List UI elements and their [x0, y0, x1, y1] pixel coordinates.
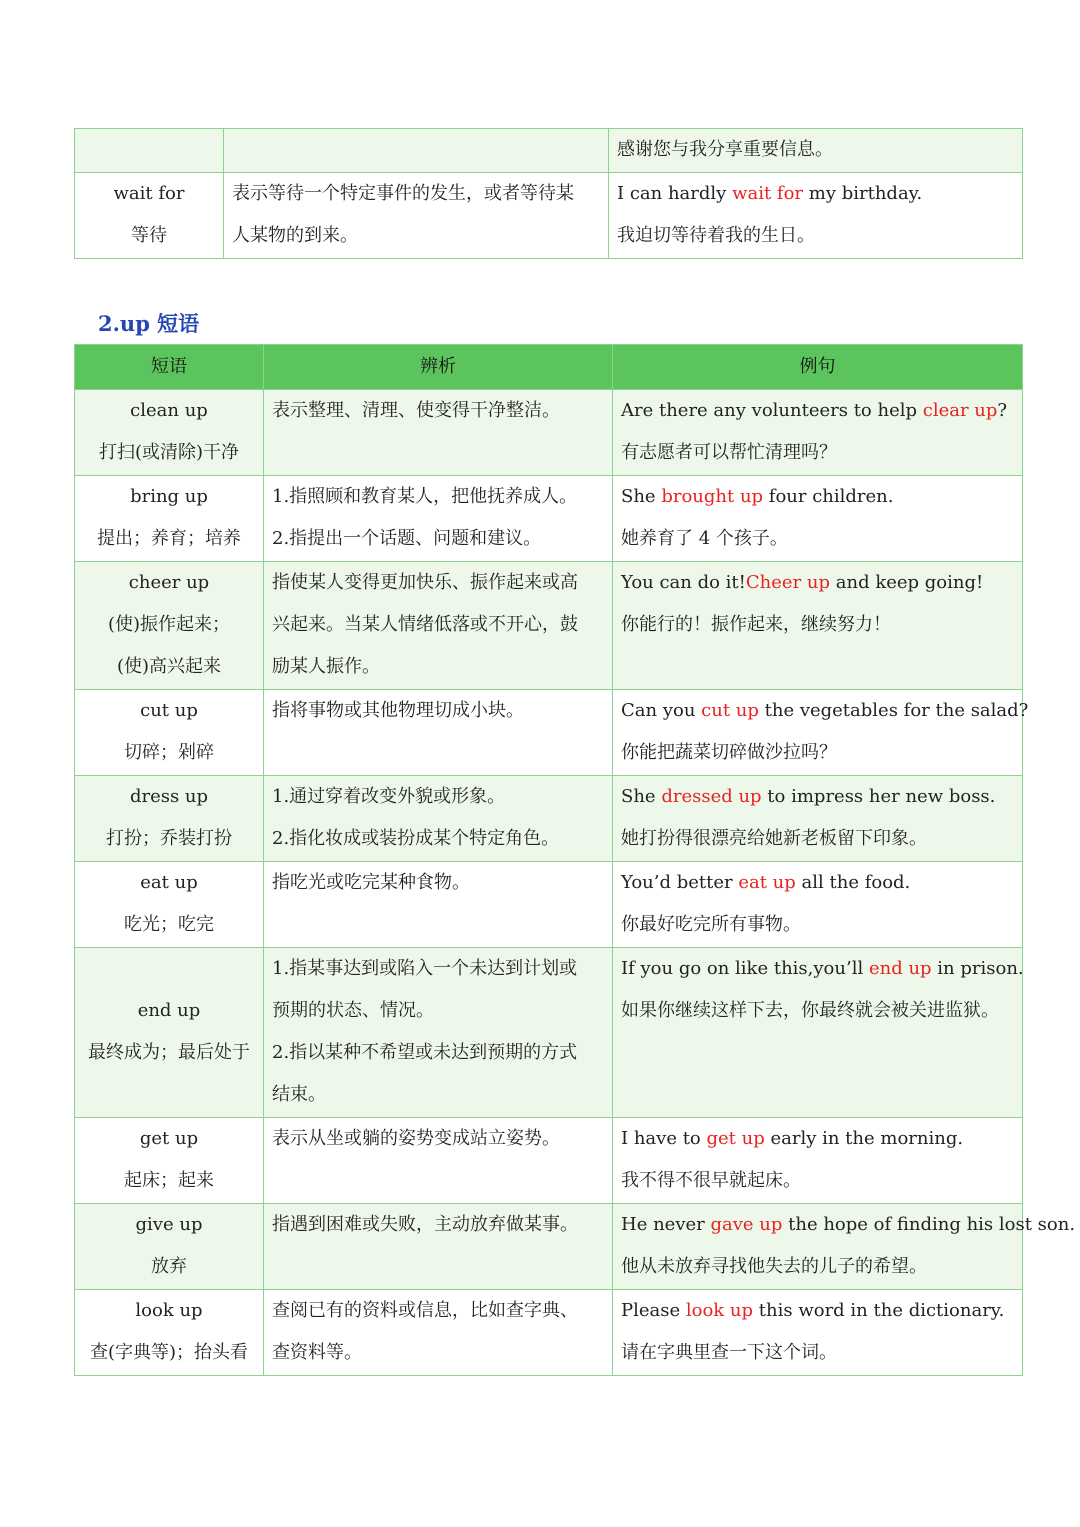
- example-zh: 如果你继续这样下去，你最终就会被关进监狱。: [621, 1000, 999, 1021]
- example-cell: [613, 1204, 1076, 1290]
- example-zh: 他从未放弃寻找他失去的儿子的希望。: [621, 1256, 927, 1277]
- example-zh: 她养育了 4 个孩子。: [621, 528, 788, 549]
- highlighted-phrase: get up: [706, 1128, 765, 1149]
- analysis-cell: [264, 862, 613, 948]
- phrase: cut up: [140, 700, 198, 721]
- example-zh: 你最好吃完所有事物。: [621, 914, 801, 935]
- table-row: [75, 1290, 1023, 1376]
- analysis-line: 1.指某事达到或陷入一个未达到计划或: [272, 958, 578, 979]
- example-cell: [613, 390, 1023, 476]
- example-cell: [609, 129, 1023, 173]
- phrase-meaning: 切碎；剁碎: [124, 742, 214, 763]
- example-zh: 有志愿者可以帮忙清理吗？: [621, 442, 837, 463]
- analysis-cell: [264, 776, 613, 862]
- example-zh: 你能把蔬菜切碎做沙拉吗？: [621, 742, 837, 763]
- header-example: 例句: [613, 345, 1023, 390]
- phrase: eat up: [140, 872, 198, 893]
- analysis-line: 兴起来。当某人情绪低落或不开心，鼓: [272, 614, 578, 635]
- example-cell: [613, 562, 1023, 690]
- phrase-meaning: 放弃: [151, 1256, 187, 1277]
- example-cell: [613, 476, 1023, 562]
- example-zh: 我迫切等待着我的生日。: [617, 225, 815, 246]
- highlighted-phrase: dressed up: [661, 786, 762, 807]
- example-cell: [613, 776, 1023, 862]
- table-row: [75, 390, 1023, 476]
- example-cell: [613, 948, 1023, 1118]
- example-en: Are there any volunteers to help clear up?: [621, 400, 1008, 421]
- example-cell: [613, 1118, 1023, 1204]
- highlighted-phrase: cut up: [701, 700, 759, 721]
- analysis-line: 表示整理、清理、使变得干净整洁。: [272, 400, 560, 421]
- analysis-line: 表示等待一个特定事件的发生，或者等待某: [232, 183, 574, 204]
- analysis-cell: [264, 1204, 613, 1290]
- phrase-cell: [75, 1204, 264, 1290]
- example-en: Can you cut up the vegetables for the salad?: [621, 700, 1029, 721]
- analysis-line: 结束。: [272, 1084, 326, 1105]
- example-en: You’d better eat up all the food.: [621, 872, 911, 893]
- phrase-cell: [75, 776, 264, 862]
- phrase-cell: [75, 1118, 264, 1204]
- section-title: 2.up 短语: [98, 311, 200, 336]
- highlighted-phrase: brought up: [661, 486, 764, 507]
- phrase-meaning: 等待: [131, 225, 167, 246]
- table-row: [75, 476, 1023, 562]
- analysis-cell: [264, 562, 613, 690]
- example-cell: [613, 1290, 1023, 1376]
- phrase-meaning: 查(字典等)；抬头看: [89, 1342, 249, 1363]
- example-cell: [613, 690, 1029, 776]
- analysis-cell: [264, 1118, 613, 1204]
- analysis-line: 预期的状态、情况。: [272, 1000, 434, 1021]
- phrase-meaning: 提出；养育；培养: [97, 528, 241, 549]
- example-zh: 我不得不很早就起床。: [621, 1170, 801, 1191]
- analysis-cell: [264, 476, 613, 562]
- analysis-line: 人某物的到来。: [232, 225, 358, 246]
- up-phrases-table: [74, 344, 1076, 1376]
- analysis-line: 1.指照顾和教育某人，把他抚养成人。: [272, 486, 578, 507]
- example-zh: 请在字典里查一下这个词。: [621, 1342, 837, 1363]
- phrase-cell: [75, 390, 264, 476]
- phrase-meaning: 最终成为；最后处于: [88, 1042, 250, 1063]
- highlighted-phrase: eat up: [738, 872, 796, 893]
- phrase-cell: [75, 129, 224, 173]
- highlighted-phrase: look up: [685, 1300, 754, 1321]
- analysis-line: 查资料等。: [272, 1342, 362, 1363]
- analysis-line: 指将事物或其他物理切成小块。: [272, 700, 524, 721]
- phrase-meaning: 吃光；吃完: [124, 914, 214, 935]
- example-zh: 感谢您与我分享重要信息。: [617, 139, 833, 160]
- example-en: She brought up four children.: [621, 486, 894, 507]
- analysis-cell: [264, 390, 613, 476]
- phrase-meaning: (使)振作起来；: [107, 614, 231, 635]
- analysis-line: 指使某人变得更加快乐、振作起来或高: [272, 572, 578, 593]
- phrase-meaning: 打扮；乔装打扮: [106, 828, 232, 849]
- table-row: [75, 690, 1023, 776]
- highlighted-phrase: gave up: [710, 1214, 783, 1235]
- analysis-line: 1.通过穿着改变外貌或形象。: [272, 786, 506, 807]
- phrase-cell: [75, 173, 224, 259]
- wait-for-table: [74, 128, 1023, 259]
- analysis-line: 2.指化妆成或装扮成某个特定角色。: [272, 828, 560, 849]
- example-en: She dressed up to impress her new boss.: [621, 786, 996, 807]
- phrase-meaning: (使)高兴起来: [116, 656, 222, 677]
- analysis-line: 2.指提出一个话题、问题和建议。: [272, 528, 542, 549]
- table-row: [75, 129, 1023, 173]
- analysis-cell: [264, 690, 613, 776]
- analysis-line: 指吃光或吃完某种食物。: [272, 872, 470, 893]
- analysis-line: 励某人振作。: [272, 656, 380, 677]
- example-en: He never gave up the hope of finding his lost son.: [621, 1214, 1076, 1235]
- analysis-cell: [264, 948, 613, 1118]
- phrase: look up: [135, 1300, 203, 1321]
- highlighted-phrase: wait for: [732, 183, 804, 204]
- analysis-line: 表示从坐或躺的姿势变成站立姿势。: [272, 1128, 560, 1149]
- phrase-meaning: 起床；起来: [124, 1170, 214, 1191]
- phrase: clean up: [130, 400, 208, 421]
- phrase-cell: [75, 948, 264, 1118]
- phrase: wait for: [113, 183, 185, 204]
- table-row: [75, 562, 1023, 690]
- example-cell: [613, 862, 1023, 948]
- phrase: end up: [137, 1000, 201, 1021]
- phrase: cheer up: [128, 572, 210, 593]
- example-en: Please look up this word in the dictionary.: [621, 1300, 1005, 1321]
- phrase-cell: [75, 562, 264, 690]
- header-analysis: 辨析: [264, 345, 613, 390]
- phrase-cell: [75, 862, 264, 948]
- table-row: [75, 862, 1023, 948]
- table-header-row: [75, 345, 1023, 390]
- table-row: [75, 776, 1023, 862]
- analysis-line: 指遇到困难或失败，主动放弃做某事。: [272, 1214, 578, 1235]
- example-cell: [609, 173, 1023, 259]
- table-row: [75, 173, 1023, 259]
- analysis-cell: [264, 1290, 613, 1376]
- analysis-cell: [224, 173, 609, 259]
- analysis-cell: [224, 129, 609, 173]
- phrase: dress up: [129, 786, 209, 807]
- example-zh: 她打扮得很漂亮给她新老板留下印象。: [621, 828, 927, 849]
- highlighted-phrase: Cheer up: [745, 572, 831, 593]
- analysis-line: 2.指以某种不希望或未达到预期的方式: [272, 1042, 578, 1063]
- phrase: bring up: [130, 486, 208, 507]
- phrase-cell: [75, 1290, 264, 1376]
- phrase: give up: [135, 1214, 203, 1235]
- highlighted-phrase: clear up: [922, 400, 998, 421]
- analysis-line: 查阅已有的资料或信息，比如查字典、: [272, 1300, 578, 1321]
- phrase-cell: [75, 476, 264, 562]
- example-en: I have to get up early in the morning.: [621, 1128, 964, 1149]
- header-phrase: 短语: [75, 345, 264, 390]
- highlighted-phrase: end up: [868, 958, 932, 979]
- phrase-cell: [75, 690, 264, 776]
- example-en: I can hardly wait for my birthday.: [617, 183, 923, 204]
- table-row: [75, 948, 1023, 1118]
- example-en: You can do it!Cheer up and keep going!: [621, 572, 984, 593]
- example-zh: 你能行的！振作起来，继续努力！: [621, 614, 891, 635]
- phrase-meaning: 打扫(或清除)干净: [98, 442, 240, 463]
- example-en: If you go on like this,you’ll end up in prison.: [621, 958, 1024, 979]
- phrase: get up: [139, 1128, 199, 1149]
- table-row: [75, 1204, 1023, 1290]
- table-row: [75, 1118, 1023, 1204]
